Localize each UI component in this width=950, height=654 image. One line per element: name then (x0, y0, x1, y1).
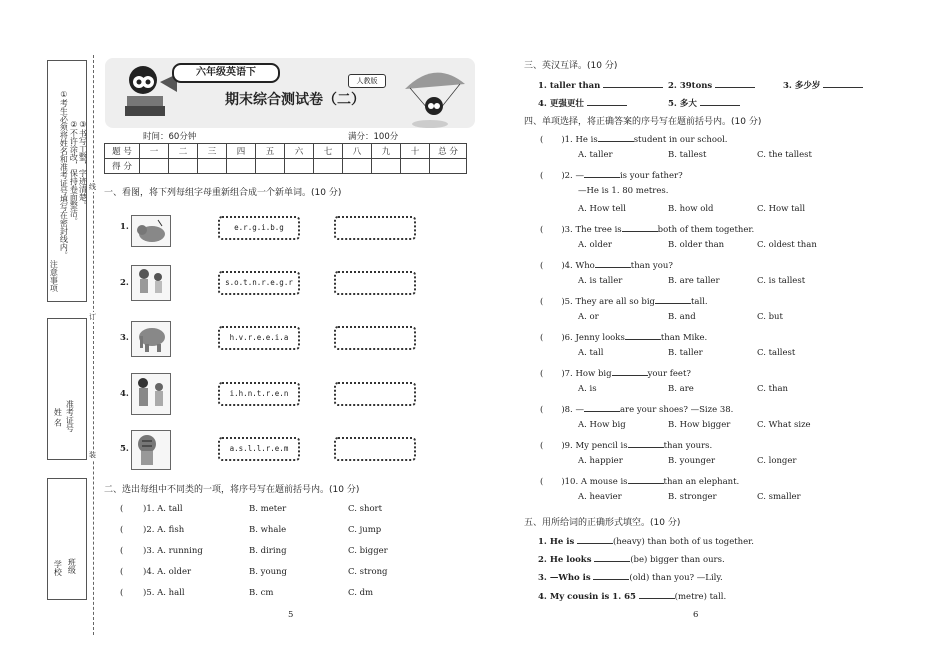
part1-heading: 一、看图，将下列每组字母重新组合成一个新单词。(10 分) (104, 188, 342, 198)
option-a: A. heavier (578, 492, 622, 502)
option-b: B. how old (668, 204, 714, 214)
score-cell: 四 (227, 144, 256, 159)
part2-bracket: ( (120, 567, 124, 577)
score-cell: 题 号 (105, 144, 140, 159)
part3-item (538, 96, 627, 109)
score-cell: 六 (285, 144, 314, 159)
part3-item-text: 4. 更强更壮 (538, 99, 584, 109)
part2-option-a: )3. A. running (143, 546, 203, 556)
score-cell: 十 (401, 144, 430, 159)
question-text-end: than yours. (663, 441, 713, 451)
letters-box: h.v.r.e.e.i.a (218, 326, 300, 350)
exam-full-score: 满分：100分 (348, 132, 399, 142)
answer-blank[interactable] (593, 570, 629, 580)
question-text-end: is your father? (619, 171, 683, 181)
part2-option-c: C. bigger (348, 546, 388, 556)
part5-item-end: (be) bigger than ours. (630, 555, 725, 565)
notes-label: 注意事项 (49, 260, 59, 292)
question-text-end: than an elephant. (663, 477, 740, 487)
answer-bracket[interactable]: ( (540, 225, 544, 235)
score-input-cell[interactable] (343, 159, 372, 174)
question-text-end: than you? (630, 261, 673, 271)
two-kids-picture-icon (131, 265, 171, 301)
answer-blank[interactable] (622, 222, 658, 232)
answer-blank[interactable] (587, 96, 627, 106)
option-a: A. tall (578, 348, 604, 358)
question-subline: —He is 1. 80 metres. (578, 186, 669, 196)
part2-option-c: C. short (348, 504, 383, 514)
score-table-header-row (105, 144, 467, 159)
hippo-picture-icon (131, 215, 171, 247)
exam-time: 时间：60分钟 (143, 132, 197, 142)
answer-box[interactable] (334, 216, 416, 240)
answer-blank[interactable] (598, 132, 634, 142)
option-b: B. younger (668, 456, 716, 466)
part2-option-c: C. dm (348, 588, 374, 598)
part1-item-number: 1. (120, 222, 129, 232)
score-input-cell[interactable] (285, 159, 314, 174)
part4-question (540, 366, 691, 379)
part2-bracket: ( (120, 588, 124, 598)
part2-option-a: )4. A. older (143, 567, 192, 577)
score-input-cell[interactable] (401, 159, 430, 174)
option-c: C. longer (757, 456, 797, 466)
part5-item-end: (heavy) than both of us together. (612, 537, 755, 547)
option-a: A. happier (578, 456, 623, 466)
question-text-start: )7. How big (561, 369, 612, 379)
score-input-cell[interactable] (198, 159, 227, 174)
score-input-cell[interactable] (314, 159, 343, 174)
letters-box: a.s.l.l.r.e.m (218, 437, 300, 461)
option-b: B. are taller (668, 276, 720, 286)
question-text-end: both of them together. (657, 225, 755, 235)
part2-option-a: )5. A. hall (143, 588, 185, 598)
answer-blank[interactable] (594, 552, 630, 562)
score-input-cell[interactable] (430, 159, 467, 174)
letters-box: s.o.t.n.r.e.g.r (218, 271, 300, 295)
score-cell: 七 (314, 144, 343, 159)
answer-blank[interactable] (595, 258, 631, 268)
option-b: B. and (668, 312, 696, 322)
part1-item-number: 5. (120, 444, 129, 454)
part4-heading: 四、单项选择，将正确答案的序号写在题前括号内。(10 分) (524, 117, 762, 127)
answer-blank[interactable] (700, 96, 740, 106)
part4-question (540, 222, 754, 235)
option-a: A. or (578, 312, 599, 322)
option-a: A. How tell (578, 204, 626, 214)
option-a: A. How big (578, 420, 626, 430)
name-box (47, 318, 87, 460)
answer-blank[interactable] (577, 534, 613, 544)
part2-bracket: ( (120, 525, 124, 535)
part1-item-number: 3. (120, 333, 129, 343)
part3-item-text: 5. 多大 (668, 99, 697, 109)
answer-box[interactable] (334, 382, 416, 406)
part3-item-text: 2. 39tons (668, 81, 713, 91)
score-cell: 九 (372, 144, 401, 159)
part2-option-b: B. diring (249, 546, 287, 556)
parachute-illustration (400, 64, 470, 128)
question-text-end: your feet? (647, 369, 691, 379)
page-number-right: 6 (693, 610, 699, 620)
option-c: C. the tallest (757, 150, 812, 160)
part5-item-start: 1. He is (538, 537, 575, 547)
answer-blank[interactable] (612, 366, 648, 376)
answer-blank[interactable] (628, 474, 664, 484)
part2-option-b: B. cm (249, 588, 274, 598)
score-input-cell[interactable] (227, 159, 256, 174)
part2-bracket: ( (120, 504, 124, 514)
score-input-cell[interactable] (256, 159, 285, 174)
part5-heading: 五、用所给词的正确形式填空。(10 分) (524, 518, 681, 528)
part3-item-text: 1. taller than (538, 81, 601, 91)
score-table-score-row (105, 159, 467, 174)
score-table (104, 143, 467, 174)
exam-title: 期末综合测试卷（二） (225, 92, 365, 108)
question-text-start: )2. — (561, 171, 584, 181)
answer-bracket[interactable]: ( (540, 297, 544, 307)
part3-item-text: 3. 多少岁 (783, 81, 821, 91)
part3-heading: 三、英汉互译。(10 分) (524, 61, 618, 71)
answer-bracket[interactable]: ( (540, 171, 544, 181)
part5-item-end: (metre) tall. (674, 592, 727, 602)
question-text-start: )5. They are all so big (561, 297, 655, 307)
option-c: C. What size (757, 420, 811, 430)
part2-option-a: )1. A. tall (143, 504, 183, 514)
name-label: 姓 名 (53, 408, 63, 427)
part5-item (538, 570, 723, 583)
score-row-label: 得 分 (105, 159, 140, 174)
part4-question (540, 258, 673, 271)
question-text-start: )4. Who (561, 261, 595, 271)
part5-item-start: 4. My cousin is 1. 65 (538, 592, 636, 602)
part5-item (538, 534, 754, 547)
answer-blank[interactable] (639, 589, 675, 599)
part2-option-c: C. strong (348, 567, 388, 577)
option-b: B. stronger (668, 492, 717, 502)
option-b: B. How bigger (668, 420, 731, 430)
answer-bracket[interactable]: ( (540, 441, 544, 451)
score-cell: 五 (256, 144, 285, 159)
option-c: C. than (757, 384, 789, 394)
answer-blank[interactable] (823, 78, 863, 88)
question-text-end: are your shoes? —Size 38. (619, 405, 734, 415)
score-cell: 二 (169, 144, 198, 159)
question-text-start: )3. The tree is (561, 225, 622, 235)
question-text-start: )8. — (561, 405, 584, 415)
banner-label: 六年级英语下 (172, 63, 280, 83)
page-number-left: 5 (288, 610, 294, 620)
part5-item-end: (old) than you? —Lily. (629, 573, 723, 583)
score-input-cell[interactable] (372, 159, 401, 174)
part1-item-number: 4. (120, 389, 129, 399)
option-a: A. is taller (578, 276, 623, 286)
edition-badge: 人教版 (348, 74, 386, 88)
seal-dashed-line (93, 55, 94, 635)
part4-question (540, 132, 728, 145)
note-2: ②不许涂改，保持卷面整洁。 (69, 120, 79, 225)
option-c: C. is tallest (757, 276, 806, 286)
part4-question (540, 474, 739, 487)
part2-option-b: B. meter (249, 504, 287, 514)
score-cell: 三 (198, 144, 227, 159)
part5-item (538, 552, 725, 565)
question-text-end: than Mike. (660, 333, 708, 343)
part3-item (538, 78, 663, 91)
part2-option-c: C. jump (348, 525, 382, 535)
part2-bracket: ( (120, 546, 124, 556)
part4-question (540, 168, 683, 181)
part1-item-number: 2. (120, 278, 129, 288)
answer-blank[interactable] (603, 78, 663, 88)
option-b: B. taller (668, 348, 703, 358)
score-cell: 总 分 (430, 144, 467, 159)
exam-number-label: 准考证号 (65, 400, 75, 432)
question-text-start: )10. A mouse is (561, 477, 628, 487)
option-b: B. tallest (668, 150, 707, 160)
part3-item (668, 78, 755, 91)
option-c: C. tallest (757, 348, 796, 358)
note-1: ①考生必须将姓名和准考证号填写在密封线内。 (59, 90, 69, 259)
part5-item-start: 3. —Who is (538, 573, 591, 583)
answer-bracket[interactable]: ( (540, 333, 544, 343)
boy-and-girl-picture-icon (131, 373, 171, 415)
part4-question (540, 438, 712, 451)
answer-blank[interactable] (715, 78, 755, 88)
question-text-start: )9. My pencil is (561, 441, 628, 451)
answer-blank[interactable] (584, 168, 620, 178)
score-input-cell[interactable] (169, 159, 198, 174)
school-box (47, 478, 87, 600)
score-cell: 八 (343, 144, 372, 159)
tiger-picture-icon (131, 430, 171, 470)
seal-mark-zhuang: 装 (89, 451, 96, 459)
answer-blank[interactable] (655, 294, 691, 304)
option-b: B. are (668, 384, 694, 394)
letters-box: e.r.g.i.b.g (218, 216, 300, 240)
seal-mark-ding: 订 (89, 313, 96, 321)
option-a: A. is (578, 384, 597, 394)
answer-blank[interactable] (628, 438, 664, 448)
part2-option-b: B. young (249, 567, 287, 577)
part5-item (538, 589, 726, 602)
cartoon-student-illustration (115, 60, 180, 122)
answer-bracket[interactable]: ( (540, 477, 544, 487)
option-c: C. How tall (757, 204, 806, 214)
class-label: 班级 (67, 558, 77, 574)
answer-box[interactable] (334, 437, 416, 461)
school-label: 学校 (53, 560, 63, 576)
note-3: ③书写工整，字迹清楚。 (78, 120, 88, 209)
answer-blank[interactable] (625, 330, 661, 340)
option-a: A. taller (578, 150, 613, 160)
part4-question (540, 330, 707, 343)
part5-item-start: 2. He looks (538, 555, 592, 565)
option-c: C. but (757, 312, 783, 322)
elephant-picture-icon (131, 321, 171, 357)
score-cell: 一 (140, 144, 169, 159)
option-c: C. smaller (757, 492, 801, 502)
answer-box[interactable] (334, 271, 416, 295)
question-text-start: )6. Jenny looks (561, 333, 625, 343)
part4-question (540, 402, 733, 415)
part3-item (668, 96, 740, 109)
score-input-cell[interactable] (140, 159, 169, 174)
answer-bracket[interactable]: ( (540, 405, 544, 415)
answer-blank[interactable] (584, 402, 620, 412)
seal-mark-line: 线 (89, 183, 96, 191)
option-b: B. older than (668, 240, 725, 250)
part3-item (783, 78, 863, 91)
question-text-start: )1. He is (561, 135, 598, 145)
option-c: C. oldest than (757, 240, 817, 250)
letters-box: i.h.n.t.r.e.n (218, 382, 300, 406)
part2-heading: 二、选出每组中不同类的一项，将序号写在题前括号内。(10 分) (104, 485, 360, 495)
part2-option-b: B. whale (249, 525, 287, 535)
part2-option-a: )2. A. fish (143, 525, 185, 535)
option-a: A. older (578, 240, 612, 250)
part4-question (540, 294, 708, 307)
answer-bracket[interactable]: ( (540, 261, 544, 271)
question-text-end: student in our school. (633, 135, 728, 145)
answer-box[interactable] (334, 326, 416, 350)
answer-bracket[interactable]: ( (540, 135, 544, 145)
question-text-end: tall. (691, 297, 708, 307)
answer-bracket[interactable]: ( (540, 369, 544, 379)
